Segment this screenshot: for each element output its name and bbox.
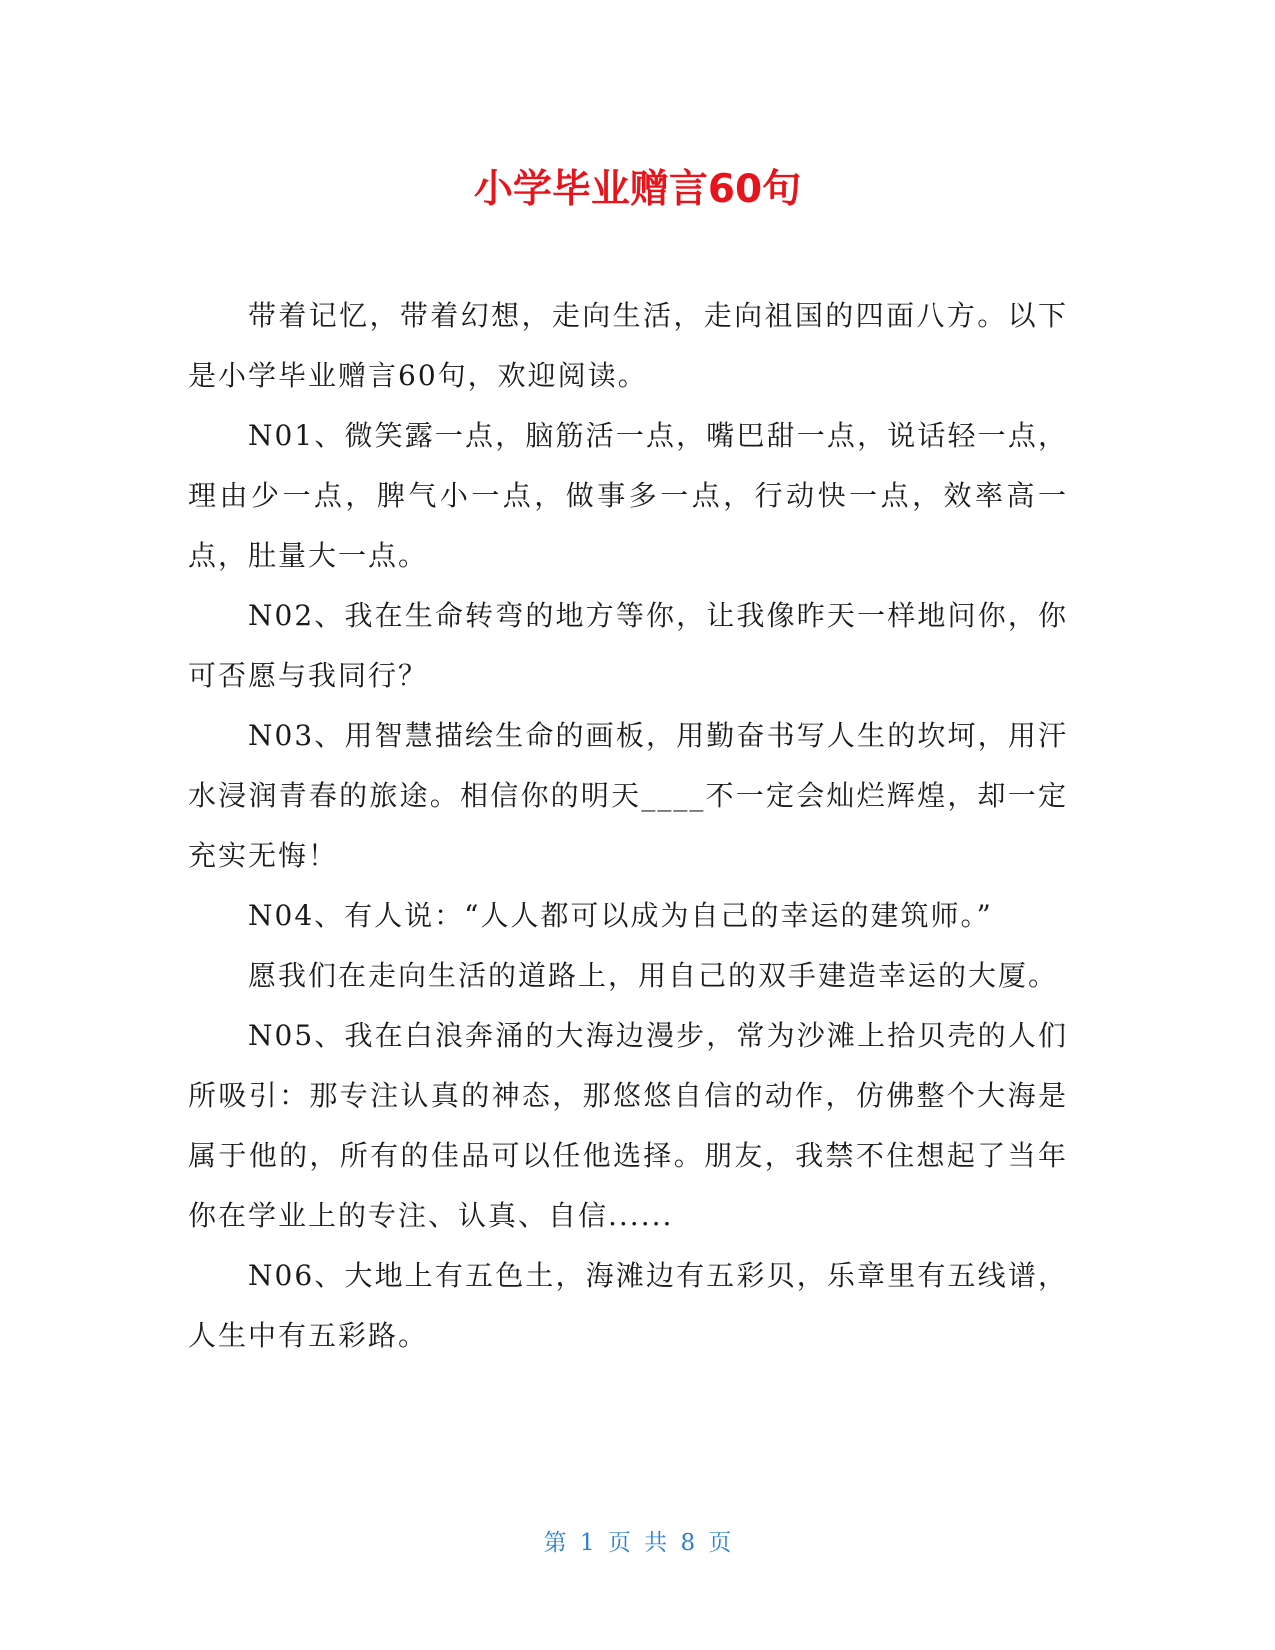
quote-paragraph-n01: N01、微笑露一点，脑筋活一点，嘴巴甜一点，说话轻一点，理由少一点，脾气小一点，做事多一点，行动快一点，效率高一点，肚量大一点。 <box>188 419 1068 572</box>
quote-paragraph-n04-continued: 愿我们在走向生活的道路上，用自己的双手建造幸运的大厦。 <box>248 959 1059 992</box>
quote-paragraph-n02: N02、我在生命转弯的地方等你，让我像昨天一样地问你，你可否愿与我同行？ <box>188 599 1068 692</box>
quote-paragraph-n06: N06、大地上有五色土，海滩边有五彩贝，乐章里有五线谱，人生中有五彩路。 <box>188 1259 1068 1352</box>
quote-paragraph-n03: N03、用智慧描绘生命的画板，用勤奋书写人生的坎坷，用汗水浸润青春的旅途。相信你的明天____不一定会灿烂辉煌，却一定充实无悔！ <box>188 719 1068 872</box>
intro-paragraph: 带着记忆，带着幻想，走向生活，走向祖国的四面八方。以下是小学毕业赠言60句，欢迎阅读。 <box>188 299 1068 392</box>
document-title: 小学毕业赠言60句 <box>473 167 802 212</box>
page-footer: 第 1 页 共 8 页 <box>543 1530 732 1556</box>
quote-paragraph-n04: N04、有人说：“人人都可以成为自己的幸运的建筑师。” <box>248 899 993 932</box>
quote-paragraph-n05: N05、我在白浪奔涌的大海边漫步，常为沙滩上拾贝壳的人们所吸引：那专注认真的神态，那悠悠自信的动作，仿佛整个大海是属于他的，所有的佳品可以任他选择。朋友，我禁不住想起了当年你在学业上的专注、认真、自信...... <box>188 1019 1068 1232</box>
document-body <box>188 286 1068 1366</box>
